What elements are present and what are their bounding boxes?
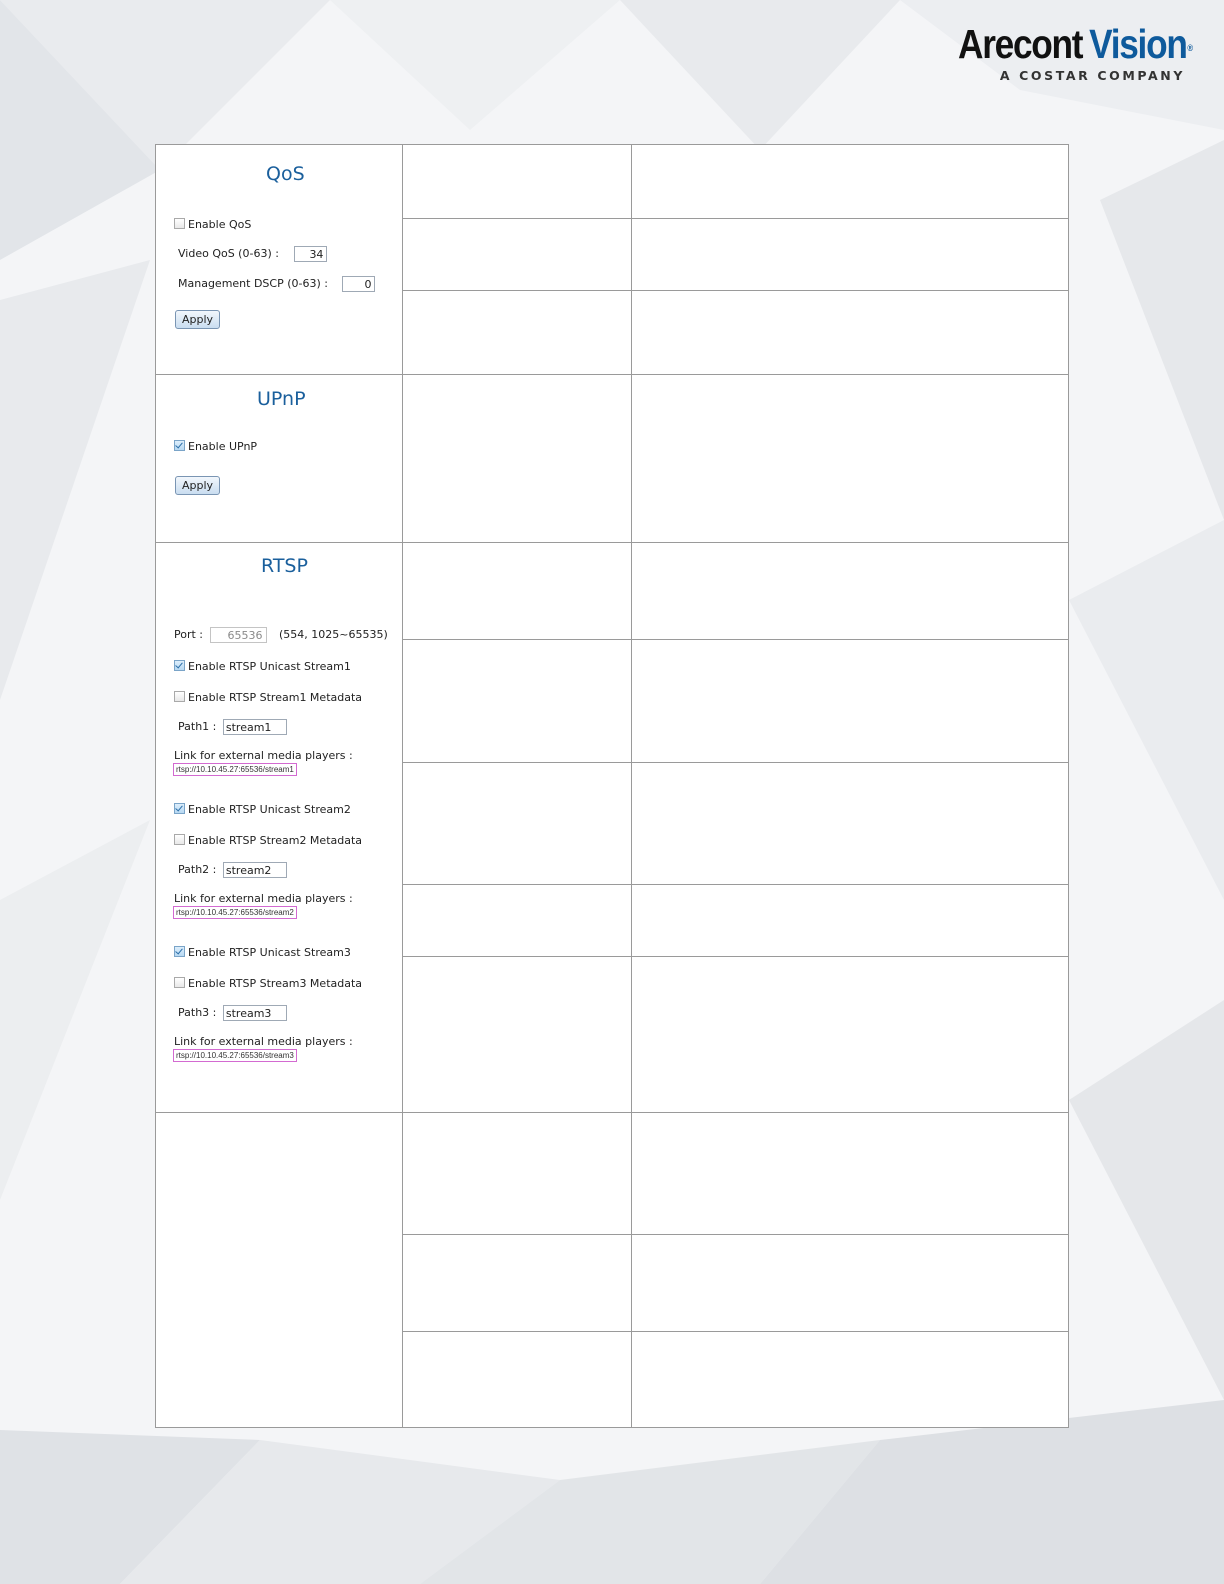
path2-input[interactable]: stream2 xyxy=(223,862,287,878)
link-label-2: Link for external media players : xyxy=(174,892,353,905)
port-row xyxy=(174,627,388,643)
row-divider xyxy=(402,762,1068,763)
section-divider xyxy=(156,1112,1068,1113)
mgmt-dscp-row xyxy=(178,276,375,292)
qos-title: QoS xyxy=(266,163,305,185)
video-qos-label: Video QoS (0-63) : xyxy=(178,247,279,260)
enable-qos-checkbox[interactable] xyxy=(174,218,185,229)
mgmt-dscp-input[interactable]: 0 xyxy=(342,276,375,292)
metadata-stream1-label: Enable RTSP Stream1 Metadata xyxy=(188,691,363,704)
enable-upnp-checkbox[interactable] xyxy=(174,440,185,451)
registered-mark: ® xyxy=(1187,43,1192,53)
unicast-stream2-label: Enable RTSP Unicast Stream2 xyxy=(188,803,351,816)
rtsp-title: RTSP xyxy=(261,555,308,577)
stream2-link[interactable]: rtsp://10.10.45.27:65536/stream2 xyxy=(173,906,297,919)
enable-qos-label: Enable QoS xyxy=(188,218,252,231)
section-divider xyxy=(156,374,1068,375)
mgmt-dscp-label: Management DSCP (0-63) : xyxy=(178,277,328,290)
row-divider xyxy=(402,956,1068,957)
link-label-3: Link for external media players : xyxy=(174,1035,353,1048)
upnp-title: UPnP xyxy=(257,388,306,410)
brand-logo xyxy=(920,22,1192,83)
path1-row xyxy=(178,719,287,735)
path3-label: Path3 : xyxy=(178,1006,217,1019)
metadata-stream1-row xyxy=(174,691,362,704)
row-divider xyxy=(402,218,1068,219)
row-divider xyxy=(402,639,1068,640)
metadata-stream1-checkbox[interactable] xyxy=(174,691,185,702)
unicast-stream3-label: Enable RTSP Unicast Stream3 xyxy=(188,946,351,959)
row-divider xyxy=(402,290,1068,291)
port-label: Port : xyxy=(174,628,204,641)
path1-input[interactable]: stream1 xyxy=(223,719,287,735)
unicast-stream1-label: Enable RTSP Unicast Stream1 xyxy=(188,660,351,673)
video-qos-input[interactable]: 34 xyxy=(294,246,327,262)
metadata-stream3-row xyxy=(174,977,362,990)
link-label-1: Link for external media players : xyxy=(174,749,353,762)
path3-input[interactable]: stream3 xyxy=(223,1005,287,1021)
port-range-hint: (554, 1025~65535) xyxy=(279,628,388,641)
row-divider xyxy=(402,1234,1068,1235)
video-qos-row xyxy=(178,246,327,262)
unicast-stream1-checkbox[interactable] xyxy=(174,660,185,671)
enable-upnp-row xyxy=(174,440,257,453)
brand-tagline: A COSTAR COMPANY xyxy=(999,68,1185,83)
stream3-link[interactable]: rtsp://10.10.45.27:65536/stream3 xyxy=(173,1049,297,1062)
metadata-stream2-label: Enable RTSP Stream2 Metadata xyxy=(188,834,363,847)
settings-table xyxy=(155,144,1069,1428)
unicast-stream2-row xyxy=(174,803,351,816)
path3-row xyxy=(178,1005,287,1021)
unicast-stream2-checkbox[interactable] xyxy=(174,803,185,814)
row-divider xyxy=(402,1331,1068,1332)
metadata-stream2-checkbox[interactable] xyxy=(174,834,185,845)
metadata-stream2-row xyxy=(174,834,362,847)
qos-apply-button[interactable]: Apply xyxy=(175,310,220,329)
brand-name-part1: Arecont xyxy=(958,21,1083,67)
metadata-stream3-checkbox[interactable] xyxy=(174,977,185,988)
enable-upnp-label: Enable UPnP xyxy=(188,440,258,453)
upnp-apply-button[interactable]: Apply xyxy=(175,476,220,495)
unicast-stream3-checkbox[interactable] xyxy=(174,946,185,957)
port-input[interactable]: 65536 xyxy=(210,627,267,643)
unicast-stream3-row xyxy=(174,946,351,959)
unicast-stream1-row xyxy=(174,660,351,673)
path1-label: Path1 : xyxy=(178,720,217,733)
path2-label: Path2 : xyxy=(178,863,217,876)
row-divider xyxy=(402,884,1068,885)
section-divider xyxy=(156,542,1068,543)
stream1-link[interactable]: rtsp://10.10.45.27:65536/stream1 xyxy=(173,763,297,776)
brand-name-part2: Vision xyxy=(1089,21,1187,67)
metadata-stream3-label: Enable RTSP Stream3 Metadata xyxy=(188,977,363,990)
path2-row xyxy=(178,862,287,878)
enable-qos-row xyxy=(174,218,251,231)
